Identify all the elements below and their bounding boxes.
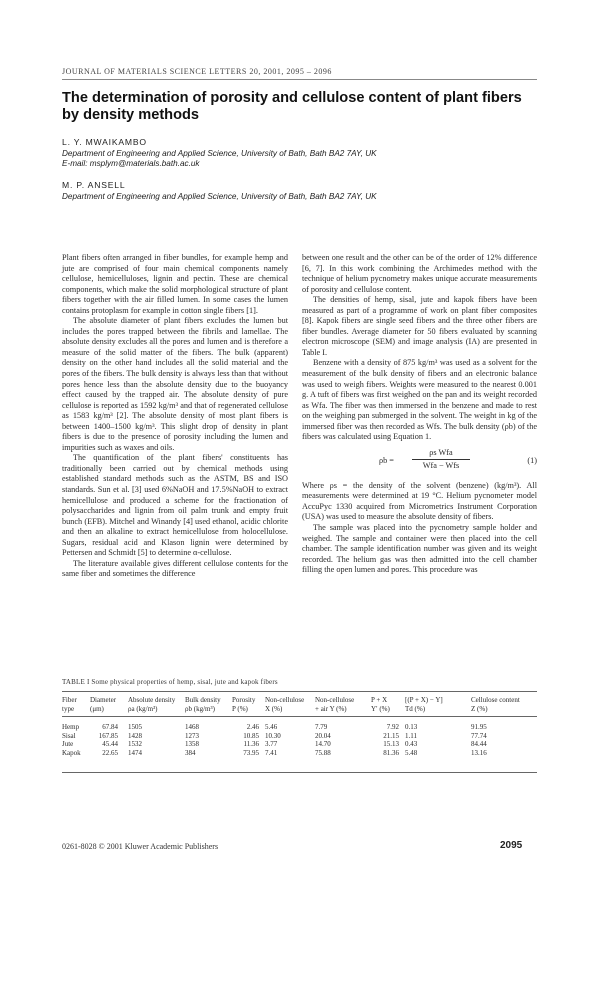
author-1-affiliation: Department of Engineering and Applied Science, University of Bath, Bath BA2 7AY, UK bbox=[62, 149, 377, 158]
table-cell: 77.74 bbox=[471, 731, 487, 740]
footer-issn: 0261-8028 © 2001 Kluwer Academic Publishers bbox=[62, 842, 219, 851]
table-cell: Jute bbox=[62, 740, 74, 749]
right-column bbox=[302, 253, 537, 576]
col-header-fiber: Fiber type bbox=[62, 696, 77, 713]
header-rule bbox=[62, 79, 537, 80]
table-cell: 2.46 bbox=[246, 723, 259, 732]
table-cell: 81.36 bbox=[383, 748, 399, 757]
paragraph: The quantification of the plant fibers' constituents has traditionally been carried out by chemical methods using established standard methods such as the ASTM, BS and ISO standards. Sun et al. [3] used 6%NaOH and 17.5%NaOH to extract hemicellulose and produced a scheme for the fractionation of polysaccharides and lignin from oil palm trunk and empty fruit bunch (EFB). Mitchel and Winandy [4] used ethanol, acidic chlorite and then an alkaline to extract hemicellulose from holocellulose. Sugars, residual acid and Klason lignin were determined by Pettersen and Schmidt [5] to determine α-cellulose. bbox=[62, 453, 288, 558]
col-header-cellulose-content: Cellulose content Z (%) bbox=[471, 696, 520, 713]
col-header-td: [(P + X) − Y] Td (%) bbox=[405, 696, 443, 713]
properties-table bbox=[62, 696, 537, 758]
table-row bbox=[62, 717, 537, 732]
author-1-email: E-mail: msplym@materials.bath.ac.uk bbox=[62, 159, 200, 168]
table-cell: 73.95 bbox=[243, 748, 259, 757]
col-header-p-plus-x: P + X Y′ (%) bbox=[371, 696, 390, 713]
equation-1 bbox=[302, 447, 537, 475]
equation-number: (1) bbox=[527, 455, 537, 465]
table-cell: 1474 bbox=[128, 748, 142, 757]
table-cell: 384 bbox=[185, 748, 196, 757]
table-cell: 10.85 bbox=[243, 731, 259, 740]
table-cell: 11.36 bbox=[243, 740, 259, 749]
table-cell: 1532 bbox=[128, 740, 142, 749]
table-header-row bbox=[62, 696, 537, 713]
table-cell: 5.48 bbox=[405, 748, 418, 757]
table-cell: 167.85 bbox=[98, 731, 118, 740]
paragraph: The absolute diameter of plant fibers excludes the lumen but includes the pores trapped between the fibrils and lamellae. The absolute density excludes all the pores and lumen and is therefore a measure of the solid matter of the fibers. The bulk (apparent) density on the other hand includes all the solid material and the pores of the fibers. The bulk density is always less than that without pores hence less than the absolute density due to the buoyancy effect caused by the trapped air. The absolute density of pure cellulose is reported as 1592 kg/m³ and that of regenerated cellulose as 1583 kg/m³ [2]. The absolute density of most plant fibers is between 1400–1500 kg/m³. This slight drop of density in plant fibers is due to the presence of porosity including the lumen and impurities such as waxes and oils. bbox=[62, 316, 288, 452]
author-1-name: L. Y. MWAIKAMBO bbox=[62, 137, 147, 147]
table-cell: 91.95 bbox=[471, 723, 487, 732]
paragraph: Where ρs = the density of the solvent (benzene) (kg/m³). All measurements were determined at 19 °C. Helium pycnometer model AccuPyc 1330 acquired from Micrometrics Instrument Corporation (USA) was used to measure the absolute density of fibers. bbox=[302, 480, 537, 522]
col-header-bulk-density: Bulk density ρb (kg/m³) bbox=[185, 696, 221, 713]
table-cell: 45.44 bbox=[102, 740, 118, 749]
table-cell: 5.46 bbox=[265, 723, 278, 732]
author-2-affiliation: Department of Engineering and Applied Science, University of Bath, Bath BA2 7AY, UK bbox=[62, 192, 377, 201]
table-row bbox=[62, 740, 537, 749]
journal-header: JOURNAL OF MATERIALS SCIENCE LETTERS 20, 2001, 2095 – 2096 bbox=[62, 67, 332, 76]
table-cell: 7.92 bbox=[386, 723, 399, 732]
table-cell: 21.15 bbox=[383, 731, 399, 740]
table-bottom-rule bbox=[62, 772, 537, 773]
col-header-diameter: Diameter (μm) bbox=[90, 696, 117, 713]
table-cell: 1358 bbox=[185, 740, 199, 749]
left-column bbox=[62, 253, 288, 580]
equation-lhs: ρb = bbox=[379, 455, 394, 465]
table-cell: Hemp bbox=[62, 723, 80, 732]
table-cell: 7.79 bbox=[315, 723, 328, 732]
table-cell: 1428 bbox=[128, 731, 142, 740]
table-cell: 15.13 bbox=[383, 740, 399, 749]
table-cell: 0.13 bbox=[405, 723, 418, 732]
equation-fraction bbox=[412, 447, 470, 472]
table-cell: 10.30 bbox=[265, 731, 281, 740]
table-cell: 84.44 bbox=[471, 740, 487, 749]
equation-numerator: ρs Wfa bbox=[412, 447, 470, 460]
table-cell: Sisal bbox=[62, 731, 76, 740]
table-cell: 20.04 bbox=[315, 731, 331, 740]
paragraph: The sample was placed into the pycnometry sample holder and weighed. The sample and container were then placed into the cell chamber. The sample identification number was given and its weight recorded. The helium gas was then admitted into the cell chamber filling the open lumen and pores. This procedure was bbox=[302, 523, 537, 575]
equation-denominator: Wfa − Wfs bbox=[422, 460, 460, 470]
paragraph: The literature available gives different cellulose contents for the same fiber and sometimes the difference bbox=[62, 558, 288, 579]
paragraph: Benzene with a density of 875 kg/m³ was used as a solvent for the measurement of the bulk density of fibers and an electronic balance was used to weigh fibers. Weights were measured to the nearest 0.001 g. A tuft of fibers was first weighed on the pan and its weight recorded as Wfa. The fiber was then immersed in the benzene and made to rest on the weighing pan submerged in the solvent. The weight in kg of the immersed fiber was then recorded as Wfs. The bulk density (ρb) of the fibers was calculated using Equation 1. bbox=[302, 358, 537, 442]
table-cell: 1505 bbox=[128, 723, 142, 732]
page-number: 2095 bbox=[500, 840, 523, 851]
table-cell: 14.70 bbox=[315, 740, 331, 749]
table-top-rule bbox=[62, 691, 537, 692]
table-cell: 1.11 bbox=[405, 731, 417, 740]
paragraph: The densities of hemp, sisal, jute and kapok fibers have been measured as part of a programme of work on plant fiber composites [8]. Kapok fibers are single seed fibers and the three other fibers are fiber bundles. Average diameter for 50 fibers evaluated by scanning electron microscope (SEM) and image analysis (IA) are presented in Table I. bbox=[302, 295, 537, 357]
table-cell: 1273 bbox=[185, 731, 199, 740]
col-header-non-cellulose-air: Non-cellulose + air Y (%) bbox=[315, 696, 355, 713]
col-header-non-cellulose: Non-cellulose X (%) bbox=[265, 696, 305, 713]
table-cell: Kapok bbox=[62, 748, 81, 757]
paragraph: Plant fibers often arranged in fiber bundles, for example hemp and jute are comprised of four main chemical components namely cellulose, hemicelluloses, lignin and pectin. These are chemical components, which make the solid morphological structure of plant fibers together with the air filled lumen. In some cases the lumen contains protoplasm for example in cotton single fibers [1]. bbox=[62, 253, 288, 315]
table-cell: 22.65 bbox=[102, 748, 118, 757]
table-cell: 1468 bbox=[185, 723, 199, 732]
col-header-absolute-density: Absolute density ρa (kg/m³) bbox=[128, 696, 176, 713]
table-cell: 67.84 bbox=[102, 723, 118, 732]
table-row bbox=[62, 749, 537, 758]
table-caption: TABLE I Some physical properties of hemp, sisal, jute and kapok fibers bbox=[62, 678, 278, 686]
paragraph: between one result and the other can be of the order of 12% difference [6, 7]. In this work combining the Archimedes method with the technique of helium pycnometry makes unique accurate measurements of porosity and cellulose content. bbox=[302, 253, 537, 294]
author-2-name: M. P. ANSELL bbox=[62, 180, 126, 190]
table-cell: 0.43 bbox=[405, 740, 418, 749]
table-cell: 3.77 bbox=[265, 740, 278, 749]
article-title: The determination of porosity and cellulose content of plant fibers by density methods bbox=[62, 90, 522, 123]
table-cell: 13.16 bbox=[471, 748, 487, 757]
table-cell: 75.88 bbox=[315, 748, 331, 757]
table-row bbox=[62, 732, 537, 741]
col-header-porosity: Porosity P (%) bbox=[232, 696, 256, 713]
table-cell: 7.41 bbox=[265, 748, 278, 757]
